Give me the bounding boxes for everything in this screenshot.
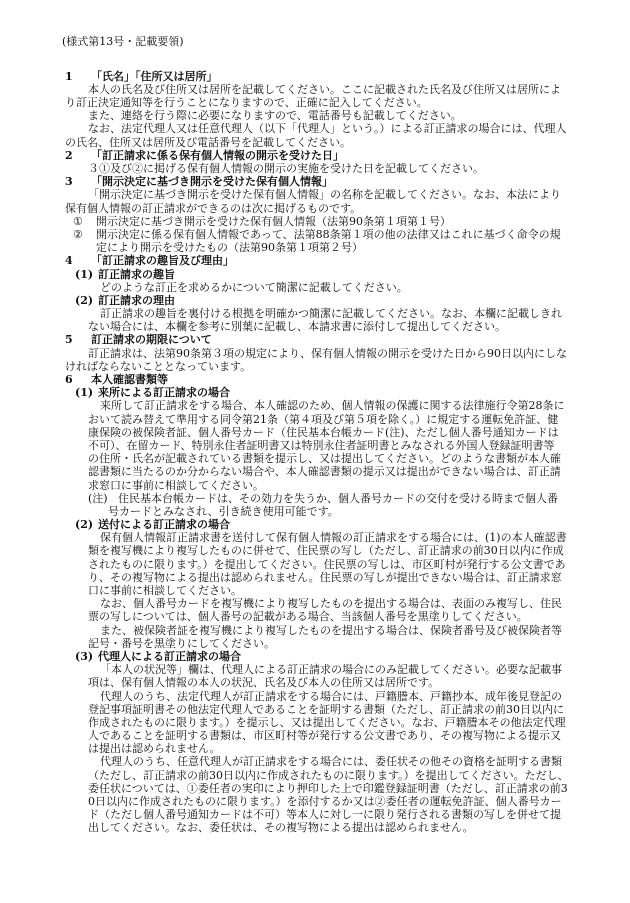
paragraph-line: ない場合には、本欄を参考に別葉に記載し、本請求書に添付して提出してください。 [88, 320, 506, 334]
paragraph-line: 代理人のうち、任意代理人が訂正請求をする場合には、委任状その他その資格を証明する書類 [100, 755, 562, 769]
section-number: 5 [65, 333, 73, 347]
section-title: 「訂正請求の趣旨及び理由」 [91, 254, 234, 268]
subsection-heading [0, 386, 630, 399]
paragraph-line: の住所・氏名が記載されている書類を提示し、又は提出してください。どのような書類が本人確 [88, 452, 561, 466]
paragraph-line: ３①及び②に掲げる保有個人情報の開示の実施を受けた日を記載してください。 [88, 162, 484, 175]
subsection-number: (1) [75, 386, 94, 400]
paragraph-line: 保有個人情報訂正請求書を送付して保有個人情報の訂正請求をする場合には、(1)の本人確認書 [100, 531, 567, 545]
paragraph-line: なお、法定代理人又は任意代理人（以下「代理人」という。）による訂正請求の場合には、代理人 [88, 122, 567, 136]
paragraph-line: また、被保険者証を複写機により複写したものを提出する場合は、保険者番号及び被保険者等 [100, 623, 562, 637]
paragraph-line: 記号・番号を黒塗りにしてください。 [88, 636, 275, 650]
section-number: 4 [65, 254, 73, 268]
section-3 [0, 175, 630, 254]
paragraph-line: 人であることを証明する書類は、市区町村等が発行する公文書であり、その複写物による提示又 [88, 729, 561, 743]
paragraph-line: 類を複写機により複写したものに併せて、住民票の写し（ただし、訂正請求の前30日以内に作成 [88, 544, 564, 558]
section-number: 6 [65, 373, 73, 386]
note-text: 住民基本台帳カードは、その効力を失うか、個人番号カードの交付を受ける時まで個人番 [118, 491, 558, 505]
paragraph-line: ド（ただし個人番号通知カードは不可）等本人に対し一に限り発行される書類の写しを併せて提 [88, 808, 561, 822]
subsection-title: 代理人による訂正請求の場合 [98, 649, 241, 663]
section-6 [0, 373, 630, 835]
note-marker: (注) [88, 491, 108, 505]
subsection-heading [0, 650, 630, 663]
paragraph-line: り訂正決定通知等を行うことになりますので、正確に記入してください。 [65, 96, 428, 110]
paragraph-line: どのような訂正を求めるかについて簡潔に記載してください。 [100, 280, 408, 294]
list-item-text: 開示決定に係る保有個人情報であって、法第88条第１項の他の法律又はこれに基づく命令の規 [96, 227, 561, 241]
paragraph-line: 項は、保有個人情報の本人の状況、氏名及び本人の住所又は居所です。 [88, 676, 440, 690]
list-item [0, 215, 630, 228]
subsection-title: 送付による訂正請求の場合 [98, 518, 230, 532]
paragraph-line: 登記事項証明書その他法定代理人であることを証明する書類（ただし、訂正請求の前30日以内に [88, 702, 564, 716]
list-item-continuation: 定により開示を受けたもの（法第90条第１項第２号） [96, 241, 363, 255]
subsection-title: 訂正請求の趣旨 [98, 267, 175, 281]
paragraph-line: ければならないこととなっています。 [65, 359, 252, 373]
paragraph-line: り、その複写物による提出は認められません。住民票の写しが提出できない場合は、訂正請求窓 [88, 570, 562, 584]
paragraph-line: 訂正請求は、法第90条第３項の規定により、保有個人情報の開示を受けた日から90日以内にしな [88, 346, 567, 360]
section-heading [0, 333, 630, 346]
paragraph-line: 「開示決定に基づき開示を受けた保有個人情報」の名称を記載してください。なお、本法により [88, 188, 561, 202]
section-title: 「開示決定に基づき開示を受けた保有個人情報」 [91, 175, 333, 189]
list-item-text: 開示決定に基づき開示を受けた保有個人情報（法第90条第１項第１号） [96, 214, 451, 228]
section-number: 2 [65, 148, 73, 162]
paragraph-line: 「本人の状況等」欄は、代理人による訂正請求の場合にのみ記載してください。必要な記載事 [100, 663, 562, 677]
subsection-heading [0, 268, 630, 281]
section-heading [0, 70, 630, 83]
paragraph-line: なお、個人番号カードを複写機により複写したものを提出する場合は、表面のみ複写し、住民 [100, 597, 562, 611]
paragraph-line: 訂正請求の趣旨を裏付ける根拠を明確かつ簡潔に記載してください。なお、本欄に記載しきれ [100, 307, 562, 321]
paragraph-line: 康保険の被保険者証、個人番号カード（住民基本台帳カード(注)、ただし個人番号通知カードは [88, 425, 559, 439]
section-heading [0, 149, 630, 162]
note-continuation: 号カードとみなされ、引き続き使用可能です。 [108, 504, 339, 518]
section-4 [0, 254, 630, 333]
section-number: 1 [65, 69, 73, 83]
section-heading [0, 373, 630, 386]
paragraph-line: 認書類に当たるのか分からない場合や、本人確認書類の提示又は提出ができない場合は、訂正請 [88, 465, 561, 479]
paragraph-line: また、連絡を行う際に必要になりますので、電話番号も記載してください。 [88, 109, 462, 123]
paragraph-line: 委任状については、①委任者の実印により押印した上で印鑑登録証明書（ただし、訂正請求の前3 [88, 781, 568, 795]
section-number: 3 [65, 175, 73, 189]
paragraph-line: の氏名、住所又は居所及び電話番号を記載してください。 [65, 135, 351, 149]
paragraph-line: 保有個人情報の訂正請求ができるのは次に掲げるものです。 [65, 201, 362, 215]
paragraph-line: は提出は認められません。 [88, 742, 221, 756]
paragraph-line: 本人の氏名及び住所又は居所を記載してください。ここに記載された氏名及び住所又は居所によ [88, 82, 561, 96]
section-heading [0, 254, 630, 267]
paragraph-line: 0日以内に作成されたものに限ります。）を添付するか又は②委任者の運転免許証、個人番号カー [88, 795, 562, 808]
section-heading [0, 175, 630, 188]
list-item [0, 228, 630, 241]
section-title: 「訂正請求に係る保有個人情報の開示を受けた日」 [91, 148, 344, 162]
section-1 [0, 70, 630, 149]
subsection-number: (2) [75, 293, 94, 307]
section-5 [0, 333, 630, 373]
paragraph-line: 来所して訂正請求をする場合、本人確認のため、個人情報の保護に関する法律施行令第28条に [100, 399, 565, 413]
paragraph-line: 口に事前に相談してください。 [88, 584, 242, 597]
subsection-title: 来所による訂正請求の場合 [98, 386, 230, 400]
section-2 [0, 149, 630, 175]
paragraph-line: （ただし、訂正請求の前30日以内に作成されたものに限ります。）を提出してください。ただし、 [88, 768, 569, 782]
subsection-number: (1) [75, 267, 94, 281]
paragraph-line: 作成されたものに限ります。）を提示し、又は提出してください。なお、戸籍謄本その他法定代理 [88, 715, 566, 729]
note [0, 492, 630, 505]
section-title: 「氏名」「住所又は居所」 [91, 69, 218, 83]
subsection-number: (2) [75, 518, 94, 532]
list-marker: ② [73, 227, 83, 241]
document-title: (様式第13号・記載要領) [62, 35, 184, 48]
list-marker: ① [73, 214, 83, 228]
subsection-number: (3) [75, 649, 94, 663]
paragraph-line: 求窓口に事前に相談してください。 [88, 478, 264, 492]
paragraph-line: 票の写しについては、個人番号の記載がある場合、当該個人番号を黒塗りしてください。 [88, 610, 528, 624]
subsection-title: 訂正請求の理由 [98, 293, 175, 307]
paragraph-line: 出してください。なお、委任状は、その複写物による提出は認められません。 [88, 821, 474, 835]
paragraph-line: されたものに限ります。）を提出してください。住民票の写しは、市区町村が発行する公文書であ [88, 557, 566, 571]
paragraph-line: おいて読み替えて準用する同令第21条（第４項及び第５項を除く。）に規定する運転免許証、健 [88, 412, 559, 426]
section-title: 本人確認書類等 [91, 373, 168, 386]
subsection-heading [0, 518, 630, 531]
section-title: 訂正請求の期限について [91, 333, 212, 347]
paragraph-line: 代理人のうち、法定代理人が訂正請求をする場合には、戸籍謄本、戸籍抄本、成年後見登記の [100, 689, 562, 703]
subsection-heading [0, 294, 630, 307]
paragraph-line: 不可）、在留カード、特別永住者証明書又は特別永住者証明書とみなされる外国人登録証明書等 [88, 438, 555, 452]
